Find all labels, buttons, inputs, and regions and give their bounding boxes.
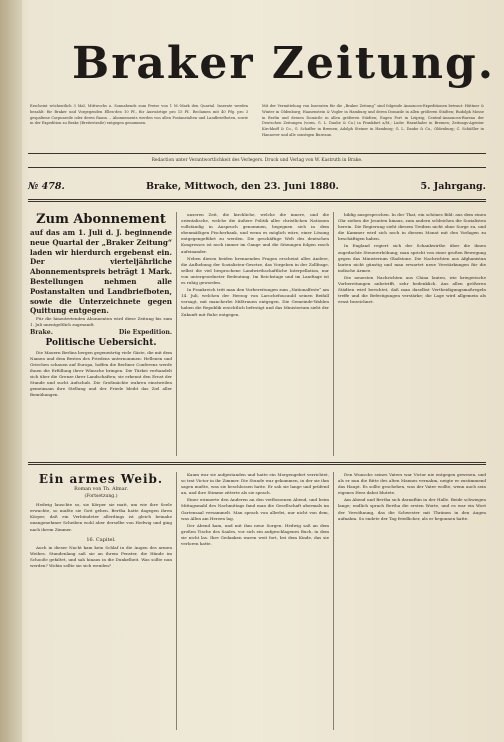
column-3 xyxy=(338,212,486,306)
advertising-agencies: Mit der Vermittelung von Inseraten für die „Braker Zeitung“ sind folgende Annoncen-Expeditionen betraut: Hüttner & Winter in Oldenburg; Haasenstein & Vogler in Hamburg und deren Domizile in allen größeren Städten; Rudolph Mosse in Berlin und dessen Domicile in allen größeren Städten; Eugen Fort in Leipzig; Central-Annoncen-Bureau der Deutschen Zeitungen (vorm. G. L. Daube & Co.) in Frankfurt a/M.; Ludw. Haenthaler in Bremen; Zeitungs-Agentur Kirchhoff & Co., G. Schaffer in Bremen; Adolph Steiner in Hamburg; G. L. Daube & Co., Oldenburg; C. Schüßler in Hannover und alle sonstigen Bureaux. xyxy=(262,104,484,137)
story-paragraph-4: Einer erinnerte den Anderen an den verflossenen Abend, und beim Mittagsmahl des Nachmittags fand man die Gesellschaft abermals im Gartensaal versammelt. Man sprach von allerlei, nur nicht von dem, was Allen am Herzen lag. xyxy=(181,497,329,521)
politics-text-3b: In England regiert sich der Schankwirthe über die ihnen zugedachte Steuererhöhung; man spricht von einer großen Bewegung gegen das Ministerium Gladstone. Die Nachrichten aus Afghanistan lauten nicht günstig und man erwartet neue Verstärkungen für die indische Armee. xyxy=(338,243,486,273)
issue-year: 5. Jahrgang. xyxy=(420,181,486,192)
story-continuation: (Fortsetzung.) xyxy=(84,494,118,500)
story-paragraph-6: Den Wunsche seines Vaters war Victor nie entgegen gewesen, und als er nun die Bitte des alten Mannes vernahm, neigte er zustimmend das Haupt. Es sollte geschehen, was der Vater wollte, wenn auch sein eigenes Herz dabei blutete. xyxy=(338,472,486,496)
feuilleton-column-1 xyxy=(30,472,172,570)
feuilleton-divider-1 xyxy=(176,472,177,730)
story-chapter: 16. Capitel. xyxy=(86,536,116,543)
story-paragraph-7: Am Abend und Bertha sich daraufhin in der Halle. Beide schwiegen lange; endlich sprach Bertha die ersten Worte, und es war ein Wort der Versöhnung, das die Schwester mit Thränen in den Augen aufnahm. So endete der Tag friedlicher, als er begonnen hatte. xyxy=(338,497,486,521)
page-edge-shadow xyxy=(0,0,22,742)
abonnement-text: auf das am 1. Juli d. J. beginnende neue Quartal der „Braker Zeitung“ laden wir hierdurch ergebenst ein. Der vierteljährliche Abonnementspreis beträgt 1 Mark. Bestellungen nehmen alle Postanstalten und Landbriefboten, sowie die Unterzeichnete gegen Quittung entgegen. xyxy=(30,228,172,316)
feuilleton-rule-2 xyxy=(28,464,486,465)
subscription-info: Erscheint wöchentlich 3 Mal, Mittwochs u. Sonnabends zum Preise von 1 M.-Mark den Quartal. Inserate werden bezahlt: für Braker und Vorgegenden Ellen-den 10 Pf., für Auswärtige pro 15 Pf.. Reclamen mit 40 Pfg. pro 3 gespaltene Corpuszeile oder deren Raum. – Abonnements werden von allen Postanstalten und Landbriefboten, sowie in der Expedition zu Brake (Breitestraße) entgegen genommen. xyxy=(30,104,248,126)
column-1 xyxy=(30,212,172,399)
issue-number: № 478. xyxy=(28,181,65,192)
column-divider-1 xyxy=(176,212,177,456)
rule-under-date xyxy=(28,199,486,200)
story-paragraph-2: Auch in dieser Nacht kam kein Schlaf in die Augen des armen Weibes. Stundenlang saß sie an ihrem Fenster, die Hände im Schooße gefaltet, und sah hinaus in die Dunkelheit. Was sollte nun werden? Wohin sollte sie sich wenden? xyxy=(30,544,172,569)
issue-line xyxy=(28,181,486,195)
issue-dateline: Brake, Mittwoch, den 23. Juni 1880. xyxy=(146,181,339,192)
politics-title: Politische Uebersicht. xyxy=(45,338,157,349)
column-divider-2 xyxy=(333,212,334,456)
story-subtitle: Roman von Th. Almar. xyxy=(74,487,128,492)
feuilleton-divider xyxy=(28,462,486,466)
politics-text-1: Die Mauern Berlins bergen gegenwärtig viele Gäste, die mit dem Namen und dem Besten des Friedens unternommen: Hellenen und Griechen schauen auf Europa, hoffen die Berliner Conferenz werde ihnen die Erfüllung ihrer Wünsche bringen. Die Türkei verhandelt sich über die Grenze ihrer Landschaften; sie erkennt den Ernst der Stunde und sucht Aufschub. Die Großmächte wahren einstweilen gemeinsam ihre Stellung und der Friede bleibt das Ziel aller Bemühungen. xyxy=(30,349,172,398)
column-2 xyxy=(181,212,329,319)
rule-mid xyxy=(28,167,486,168)
story-title: Ein armes Weib. xyxy=(38,472,164,486)
abonnement-title: Zum Abonnement xyxy=(36,212,166,227)
story-paragraph-5: Der Abend kam, und mit ihm neue Sorgen. Hedwig saß an dem großen Tische des Saales, vor sich ein aufgeschlagenes Buch, in dem sie nicht las. Ihre Gedanken waren weit fort, bei dem Kinde, das sie verloren hatte. xyxy=(181,522,329,547)
feuilleton-rule-1 xyxy=(28,462,486,463)
abonnement-note: Für die hinzutretenden Abonnenten wird diese Zeitung bis zum 1. Juli unentgeltlich zugesandt. xyxy=(30,316,172,328)
politics-text-2a: unseren Zeit, die kirchliche, welche die innere, und die orientalische, welche die äußere Politik aller christlichen Nationen vollständig in Anspruch genommen, begegnen sich in dem ebenmäßigen Fischerbank, und wenn es möglich wäre, einer Lösung entgegengeführt zu werden. Die geschäftige Welt des deutschen Kongresses ist noch immer im Gange und die Sitzungen folgen rasch aufeinander. xyxy=(181,212,329,254)
rule-under-date-2 xyxy=(28,201,486,202)
signature-name: Die Expedition. xyxy=(118,329,172,337)
abonnement-signature xyxy=(30,330,172,336)
rule-top xyxy=(28,153,486,154)
politics-text-3c: Die neuesten Nachrichten aus China lauten, wie kriegerische Vorbereitungen anbetrifft, sehr bedenklich. Aus allen größeren Städten wird berichtet, daß man daselbst Vertheidigungsmaßregeln treffe und die Befestigungen verstärke; die Lage wird allgemein als ernst bezeichnet. xyxy=(338,274,486,305)
signature-place: Brake. xyxy=(30,329,53,337)
politics-text-2b: Neben diesen beiden brennenden Fragen erscheint alles Andere, die Aufhebung der Sozialisten-Gesetze, das Vorgehen in der Zollfrage, selbst die viel besprochene Landwirthschaftliche Interpellation, nur von untergeordneter Bedeutung. Im Reichstage und im Landtage ist es ruhig geworden. xyxy=(181,255,329,286)
story-paragraph-3: Kaum war sie aufgestanden und hatte ein Morgengebet verrichtet, so trat Victor in ihr Zimmer. Die Stunde war gekommen, in der sie ihm sagen mußte, was sie beschlossen hatte. Er sah sie lange und prüfend an, und ihre Stimme zitterte als sie sprach. xyxy=(181,472,329,496)
masthead xyxy=(72,28,496,100)
feuilleton-column-3 xyxy=(338,472,486,523)
politics-text-3a: bildig ausgesprochen. In der That, ein schönes Bild: aus dem einen Ohr ziehen die Jesuiten hinaus, zum andern schleichen die Sozialisten herein. Die Regierung sieht diesem Treiben nicht ohne Sorge zu, und die Kammer wird sich noch in diesem Monat mit den Vorlagen zu beschäftigen haben. xyxy=(338,212,486,242)
feuilleton-column-2 xyxy=(181,472,329,548)
redaction-line: Redaction unter Verantwortlichkeit des Verlegers. Druck und Verlag von W. Kastruth in Brake. xyxy=(151,158,363,163)
story-paragraph-1: Hedwig lauschte so, sie Körper sie matt, um wie ihre Seele erwachte, so mußte sie Gott gehen. Bertha hatte dagegen ihren Körper, daß ein Verbündeter allerdings ist gleich beinahe unangenehmer Scheiben wohl aber derselbe von Hedwig und ging nach ihrem Zimmer. xyxy=(30,502,172,532)
feuilleton-divider-2 xyxy=(333,472,334,730)
masthead-title: Braker Zeitung. xyxy=(72,38,496,89)
politics-text-2c: In Frankreich tritt man den Vorbereitungen zum „Nationalfeste“ am 14. Juli, welchen der Herzog von Larochefoucauld seinen Beifall versagt, mit mancherlei Mißtrauen entgegen. Die Gemeinde-Wahlen haben die Republik ersichtlich befestigt und das Ministerium sieht der Zukunft mit Ruhe entgegen. xyxy=(181,287,329,317)
